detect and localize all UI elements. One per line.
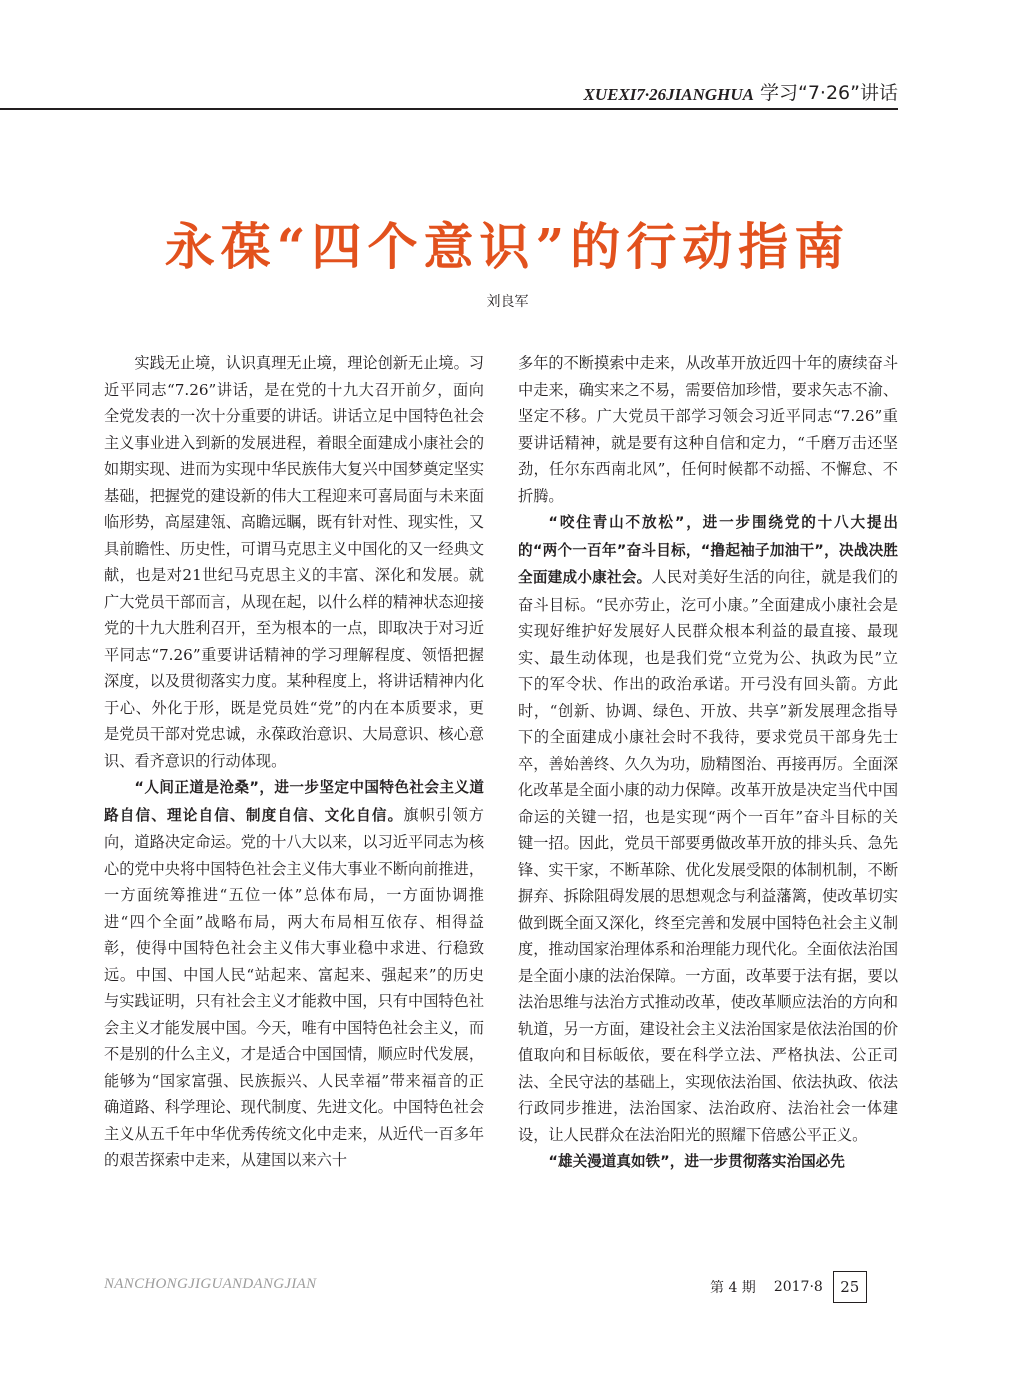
article-title: 永葆“四个意识”的行动指南 [164,217,851,276]
section-heading: “雄关漫道真如铁”，进一步贯彻落实治国必先 [548,1153,845,1170]
header-chinese: 学习“7·26”讲话 [760,82,898,104]
left-column [104,350,484,1174]
paragraph: 多年的不断摸索中走来，从改革开放近四十年的赓续奋斗中走来，确实来之不易，需要倍加珍惜，要求矢志不渝、坚定不移。广大党员干部学习领会习近平同志“7.26”重要讲话精神，就是要有这种自信和定力，“千磨万击还坚劲，任尔东西南北风”，任何时候都不动摇、不懈怠、不折腾。 [518,354,898,505]
header-latin: XUEXI7·26JIANGHUA [583,85,754,104]
section-heading: “人间正道是沧桑”，进一步坚定中国特色社会主义道路自信、理论自信、制度自信、文化自信。 [104,779,484,824]
paragraph-text: 人民对美好生活的向往，就是我们的奋斗目标。“民亦劳止，汔可小康。”全面建成小康社会是实现好维护好发展好人民群众根本利益的最直接、最现实、最生动体现，也是我们党“立党为公、执政为民”立下的军令状、作出的政治承诺。开弓没有回头箭。方此时，“创新、协调、绿色、开放、共享”新发展理念指导下的全面建成小康社会时不我待，要求党员干部身先士卒，善始善终、久久为功，励精图治、再接再厉。全面深化改革是全面小康的动力保障。改革开放是决定当代中国命运的关键一招，也是实现“两个一百年”奋斗目标的关键一招。因此，党员干部要勇做改革开放的排头兵、急先锋、实干家，不断革除、优化发展受限的体制机制，不断摒弃、拆除阻碍发展的思想观念与利益藩篱，使改革切实做到既全面又深化，终至完善和发展中国特色社会主义制度，推动国家治理体系和治理能力现代化。全面依法治国是全面小康的法治保障。一方面，改革要于法有据，要以法治思维与法治方式推动改革，使改革顺应法治的方向和轨道，另一方面，建设社会主义法治国家是依法治国的价值取向和目标皈依，要在科学立法、严格执法、公正司法、全民守法的基础上，实现依法治国、依法执政、依法行政同步推进，法治国家、法治政府、法治社会一体建设，让人民群众在法治阳光的照耀下倍感公平正义。 [518,568,898,1144]
page-footer [710,1272,867,1302]
running-header [0,78,898,110]
paragraph-text: 旗帜引领方向，道路决定命运。党的十八大以来，以习近平同志为核心的党中央将中国特色社会主义伟大事业不断向前推进，一方面统筹推进“五位一体”总体布局，一方面协调推进“四个全面”战略布局，两大布局相互依存、相得益彰，使得中国特色社会主义伟大事业稳中求进、行稳致远。中国、中国人民“站起来、富起来、强起来”的历史与实践证明，只有社会主义才能救中国，只有中国特色社会主义才能发展中国。今天，唯有中国特色社会主义，而不是别的什么主义，才是适合中国国情，顺应时代发展，能够为“国家富强、民族振兴、人民幸福”带来福音的正确道路、科学理论、现代制度、先进文化。中国特色社会主义从五千年中华优秀传统文化中走来，从近代一百多年的艰苦探索中走来，从建国以来六十 [104,805,484,1169]
publication-name: NANCHONGJIGUANDANGJIAN [104,1276,317,1292]
paragraph: 实践无止境，认识真理无止境，理论创新无止境。习近平同志“7.26”讲话，是在党的十九大召开前夕，面向全党发表的一次十分重要的讲话。讲话立足中国特色社会主义事业进入到新的发展进程，着眼全面建成小康社会的如期实现、进而为实现中华民族伟大复兴中国梦奠定坚实基础，把握党的建设新的伟大工程迎来可喜局面与未来面临形势，高屋建瓴、高瞻远瞩，既有针对性、现实性，又具前瞻性、历史性，可谓马克思主义中国化的又一经典文献，也是对21世纪马克思主义的丰富、深化和发展。就广大党员干部而言，从现在起，以什么样的精神状态迎接党的十九大胜利召开，至为根本的一点，即取决于对习近平同志“7.26”重要讲话精神的学习理解程度、领悟把握深度，以及贯彻落实力度。某种程度上，将讲话精神内化于心、外化于形，既是党员姓“党”的内在本质要求，更是党员干部对党忠诚，永葆政治意识、大局意识、核心意识、看齐意识的行动体现。 [104,354,484,770]
article-author: 刘良军 [486,294,529,310]
paragraph [104,774,484,1174]
paragraph [518,1148,898,1176]
issue-number: 第 4 期 [710,1280,756,1296]
paragraph [518,509,898,1148]
section-heading: “咬住青山不放松”，进一步围绕党的十八大提出的“两个一百年”奋斗目标，“撸起袖子加油干”，决战决胜全面建成小康社会。 [518,514,898,586]
issue-date: 2017·8 [773,1279,823,1295]
right-column [518,350,898,1176]
page-number: 25 [833,1271,867,1303]
